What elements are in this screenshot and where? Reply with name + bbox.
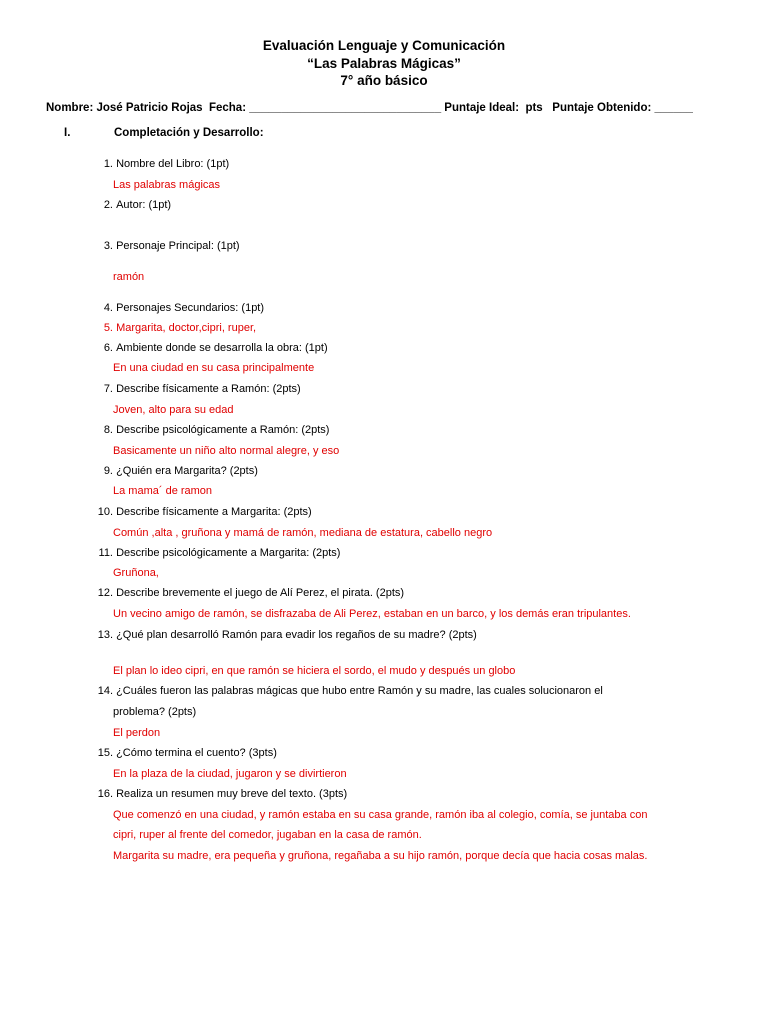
answer-text: Las palabras mágicas xyxy=(113,179,221,191)
question-item xyxy=(88,302,264,314)
question-number: 7. xyxy=(103,383,113,395)
answer-text: El plan lo ideo cipri, en que ramón se hiciera el sordo, el mudo y después un globo xyxy=(113,665,516,677)
question-text: Describe psicológicamente a Ramón: (2pts) xyxy=(116,424,330,436)
question-text: Describe físicamente a Ramón: (2pts) xyxy=(116,383,301,395)
answer-text: Joven, alto para su edad xyxy=(113,404,234,416)
question-item xyxy=(88,788,347,800)
question-text: Personaje Principal: (1pt) xyxy=(116,240,240,252)
answer-text: En la plaza de la ciudad, jugaron y se divirtieron xyxy=(113,768,347,780)
question-item xyxy=(88,547,340,559)
section-heading xyxy=(64,127,264,139)
question-number: 10. xyxy=(97,506,113,518)
question-number: 9. xyxy=(103,465,113,477)
answer-text: En una ciudad en su casa principalmente xyxy=(113,362,315,374)
question-number: 11. xyxy=(98,547,113,559)
question-item xyxy=(88,158,229,170)
question-item xyxy=(88,199,171,211)
question-item xyxy=(88,685,603,697)
answer-text: cipri, ruper al frente del comedor, jugaban en la casa de ramón. xyxy=(113,829,422,841)
question-item xyxy=(88,383,301,395)
answer-text: Un vecino amigo de ramón, se disfrazaba de Ali Perez, estaban en un barco, y los demás eran tripulantes. xyxy=(113,608,631,620)
answer-number: 5. xyxy=(103,322,113,334)
answer-text: Que comenzó en una ciudad, y ramón estaba en su casa grande, ramón iba al colegio, comía, se juntaba con xyxy=(113,809,648,821)
question-number: 16. xyxy=(97,788,113,800)
question-item xyxy=(88,587,404,599)
answer-text: Margarita su madre, era pequeña y gruñona, regañaba a su hijo ramón, porque decía que hacia cosas malas. xyxy=(113,850,648,862)
document-title: Evaluación Lenguaje y Comunicación xyxy=(262,38,506,53)
question-text: Nombre del Libro: (1pt) xyxy=(116,158,230,170)
question-item xyxy=(88,506,312,518)
question-text: ¿Quién era Margarita? (2pts) xyxy=(116,465,258,477)
question-number: 12. xyxy=(97,587,113,599)
book-title: “Las Palabras Mágicas” xyxy=(307,56,461,71)
question-item xyxy=(88,240,240,252)
question-text: Autor: (1pt) xyxy=(116,199,172,211)
question-text: Describe psicológicamente a Margarita: (2pts) xyxy=(116,547,341,559)
question-number: 4. xyxy=(103,302,113,314)
question-number: 15. xyxy=(97,747,113,759)
question-number: 3. xyxy=(103,240,113,252)
answer-text: Gruñona, xyxy=(113,567,159,579)
question-number: 14. xyxy=(97,685,113,697)
question-number: 1. xyxy=(103,158,113,170)
section-numeral: I. xyxy=(64,127,71,139)
grade-level: 7° año básico xyxy=(340,73,428,88)
answer-text: Margarita, doctor,cipri, ruper, xyxy=(116,322,257,334)
answer-numbered xyxy=(88,322,256,334)
question-text: ¿Qué plan desarrolló Ramón para evadir los regaños de su madre? (2pts) xyxy=(116,629,477,641)
question-text: ¿Cómo termina el cuento? (3pts) xyxy=(116,747,277,759)
question-item xyxy=(88,629,477,641)
question-number: 2. xyxy=(103,199,113,211)
answer-text: ramón xyxy=(113,271,145,283)
question-text: Realiza un resumen muy breve del texto. (3pts) xyxy=(116,788,348,800)
question-text-continued: problema? (2pts) xyxy=(113,706,197,718)
question-number: 8. xyxy=(103,424,113,436)
answer-text: La mama´ de ramon xyxy=(113,485,213,497)
question-item xyxy=(88,424,329,436)
question-text: Describe brevemente el juego de Alí Perez, el pirata. (2pts) xyxy=(116,587,405,599)
question-item xyxy=(88,465,258,477)
answer-text: El perdon xyxy=(113,727,161,739)
question-text: ¿Cuáles fueron las palabras mágicas que hubo entre Ramón y su madre, las cuales solucionaron el xyxy=(116,685,603,697)
question-item xyxy=(88,342,328,354)
question-number: 13. xyxy=(97,629,113,641)
section-label: Completación y Desarrollo: xyxy=(114,127,264,139)
question-text: Ambiente donde se desarrolla la obra: (1pt) xyxy=(116,342,328,354)
question-text: Describe físicamente a Margarita: (2pts) xyxy=(116,506,312,518)
student-info-line: Nombre: José Patricio Rojas Fecha: ______________________________ Puntaje Ideal: pts Puntaje Obtenido: ______ xyxy=(46,102,693,114)
question-number: 6. xyxy=(103,342,113,354)
answer-text: Basicamente un niño alto normal alegre, y eso xyxy=(113,445,340,457)
answer-text: Común ,alta , gruñona y mamá de ramón, mediana de estatura, cabello negro xyxy=(113,527,493,539)
question-text: Personajes Secundarios: (1pt) xyxy=(116,302,265,314)
question-item xyxy=(88,747,277,759)
